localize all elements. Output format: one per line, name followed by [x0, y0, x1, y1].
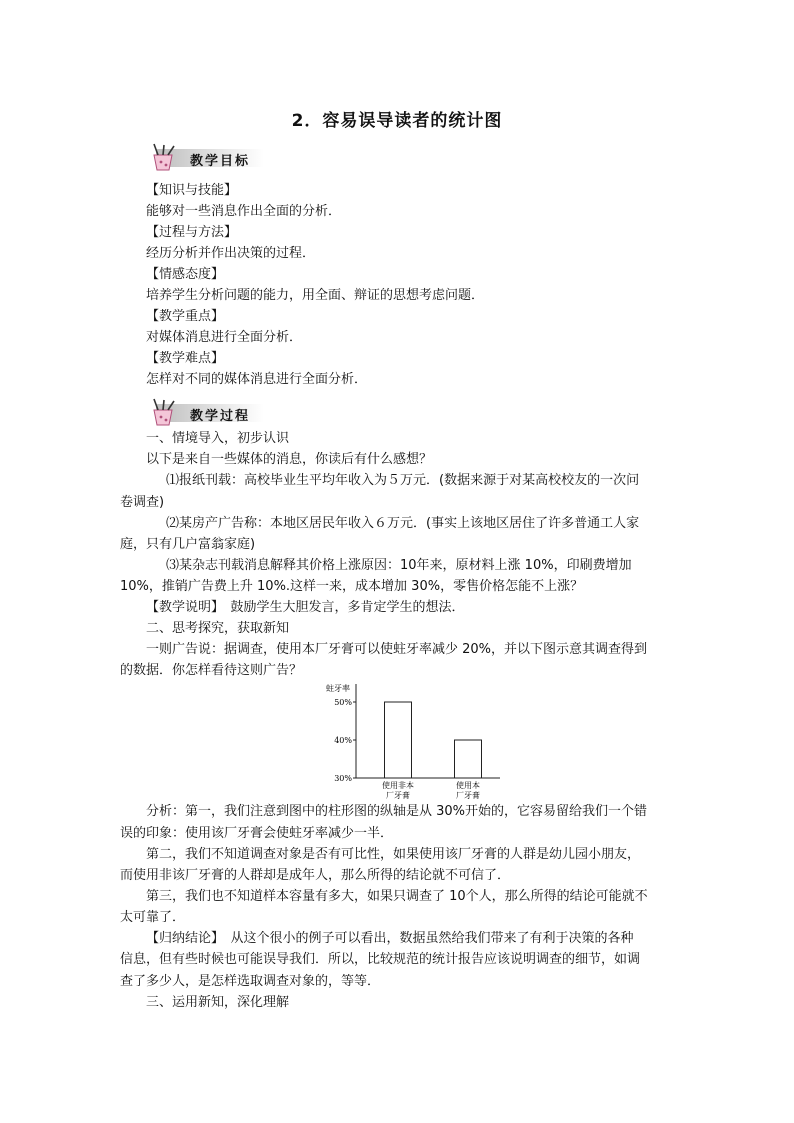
chart-category-label: 使用非本	[382, 781, 414, 790]
chart-bar	[385, 702, 412, 778]
goal-heading-process: 【过程与方法】	[146, 225, 238, 240]
chart-category-label: 厂牙膏	[456, 791, 480, 800]
item-3: ⑶某杂志刊载消息解释其价格上涨原因：10年来，原材料上涨 10%，印刷费增加	[166, 558, 632, 573]
section-banner-goals	[146, 143, 266, 171]
chart-tick-label: 40%	[334, 736, 352, 745]
chart-category-label: 使用本	[456, 781, 480, 790]
banner-label: 教学过程	[190, 409, 251, 424]
section-heading: 三、运用新知，深化理解	[146, 995, 290, 1010]
goal-text: 能够对一些消息作出全面的分析．	[146, 204, 342, 219]
conclusion-cont: 信息，但有些时候也可能误导我们．所以，比较规范的统计报告应该说明调查的细节，如调	[120, 952, 641, 967]
goal-text: 对媒体消息进行全面分析．	[146, 330, 303, 345]
paragraph: 以下是来自一些媒体的消息，你读后有什么感想？	[146, 452, 433, 467]
item-1-cont: 卷调查)	[120, 495, 165, 510]
goal-text: 培养学生分析问题的能力，用全面、辩证的思想考虑问题．	[146, 288, 485, 303]
paragraph-cont: 的数据．你怎样看待这则广告？	[120, 663, 303, 678]
analysis-3-cont: 太可靠了．	[120, 910, 186, 925]
analysis-1-cont: 误的印象：使用该厂牙膏会使蛀牙率减少一半．	[120, 826, 394, 841]
section-heading: 二、思考探究，获取新知	[146, 621, 290, 636]
chart-ylabel: 蛀牙率	[326, 684, 350, 693]
goal-heading-attitude: 【情感态度】	[146, 267, 225, 282]
section-heading: 一、情境导入，初步认识	[146, 431, 290, 446]
item-2: ⑵某房产广告称：本地区居民年收入６万元．(事实上该地区居住了许多普通工人家	[166, 516, 640, 531]
paragraph: 一则广告说：据调查，使用本厂牙膏可以使蛀牙率减少 20%，并以下图示意其调查得到	[146, 642, 648, 657]
toothpaste-bar-chart	[318, 680, 503, 805]
chart-tick-label: 50%	[334, 698, 352, 707]
item-3-cont: 10%，推销广告费上升 10%.这样一来，成本增加 30%，零售价格怎能不上涨？	[120, 579, 584, 594]
chart-category-label: 厂牙膏	[386, 791, 410, 800]
analysis-1: 分析：第一，我们注意到图中的柱形图的纵轴是从 30%开始的，它容易留给我们一个错	[146, 804, 648, 819]
page-title: 2．容易误导读者的统计图	[291, 111, 503, 131]
goal-heading-knowledge: 【知识与技能】	[146, 183, 238, 198]
chart-tick-label: 30%	[334, 774, 352, 783]
goal-heading-difficulty: 【教学难点】	[146, 351, 225, 366]
section-banner-process	[146, 398, 266, 426]
analysis-2: 第二，我们不知道调查对象是否有可比性，如果使用该厂牙膏的人群是幼儿园小朋友，	[146, 847, 641, 862]
teaching-note: 【教学说明】 鼓励学生大胆发言，多肯定学生的想法．	[146, 600, 465, 615]
pencil-cup-icon	[146, 143, 180, 171]
banner-label: 教学目标	[190, 154, 251, 169]
chart-bar	[455, 740, 482, 778]
analysis-2-cont: 而使用非该厂牙膏的人群却是成年人，那么所得的结论就不可信了．	[120, 868, 511, 883]
pencil-cup-icon	[146, 398, 180, 426]
conclusion-cont: 查了多少人，是怎样选取调查对象的，等等．	[120, 974, 381, 989]
goal-text: 怎样对不同的媒体消息进行全面分析．	[146, 372, 368, 387]
conclusion: 【归纳结论】 从这个很小的例子可以看出，数据虽然给我们带来了有利于决策的各种	[146, 931, 634, 946]
goal-heading-key: 【教学重点】	[146, 309, 225, 324]
item-1: ⑴报纸刊载：高校毕业生平均年收入为５万元．(数据来源于对某高校校友的一次问	[166, 473, 640, 488]
item-2-cont: 庭，只有几户富翁家庭)	[120, 537, 256, 552]
analysis-3: 第三，我们也不知道样本容量有多大，如果只调查了 10个人，那么所得的结论可能就不	[146, 889, 648, 904]
goal-text: 经历分析并作出决策的过程．	[146, 246, 316, 261]
